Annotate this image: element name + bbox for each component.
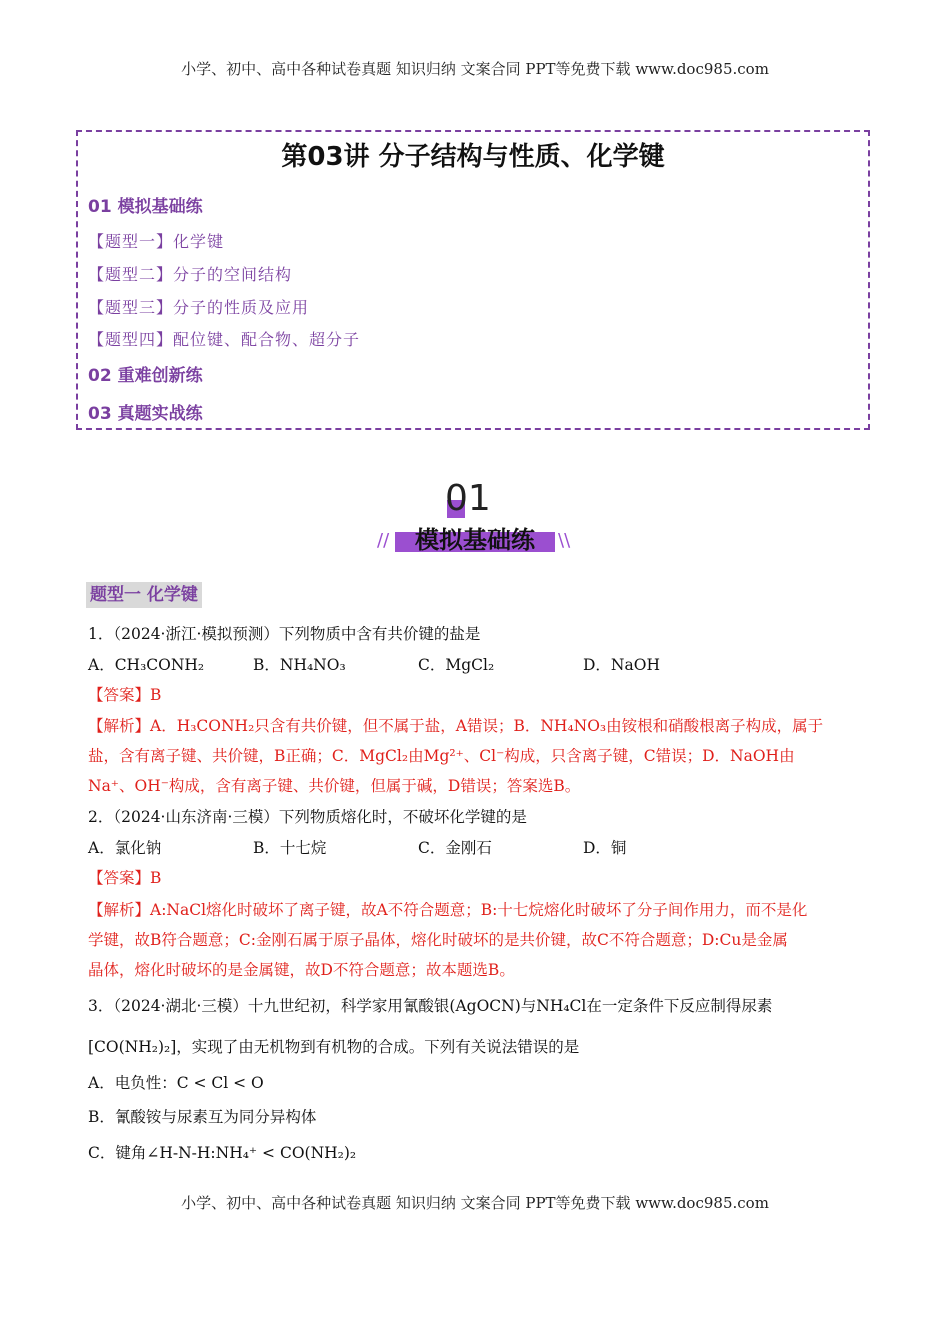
q1-option-c: C．MgCl₂ xyxy=(418,656,495,674)
q1-stem: 1．（2024·浙江·模拟预测）下列物质中含有共价键的盐是 xyxy=(88,625,481,643)
badge-number: 01 xyxy=(445,478,491,519)
lecture-title: 第03讲 分子结构与性质、化学键 xyxy=(281,142,665,172)
q1-explanation-line: Na⁺、OH⁻构成，含有离子键、共价键，但属于碱，D错误；答案选B。 xyxy=(88,777,581,795)
question-type-heading: 题型一 化学键 xyxy=(86,582,202,608)
q1-explanation-line: 【解析】A．H₃CONH₂只含有共价键，但不属于盐，A错误；B．NH₄NO₃由铵根和硝酸根离子构成，属于 xyxy=(88,717,824,735)
toc-item-2[interactable]: 【题型二】分子的空间结构 xyxy=(88,265,293,284)
q2-answer: 【答案】B xyxy=(88,869,162,887)
q2-option-b: B．十七烷 xyxy=(253,839,327,857)
q2-option-a: A．氯化钠 xyxy=(88,839,162,857)
q2-option-c: C．金刚石 xyxy=(418,839,492,857)
q3-stem-line-1: 3．（2024·湖北·三模）十九世纪初，科学家用氰酸银(AgOCN)与NH₄Cl在一定条件下反应制得尿素 xyxy=(88,997,773,1015)
q2-explanation-line: 【解析】A:NaCl熔化时破坏了离子键，故A不符合题意；B:十七烷熔化时破坏了分子间作用力，而不是化 xyxy=(88,901,808,919)
q1-option-a: A．CH₃CONH₂ xyxy=(88,656,205,674)
badge-right-slash-decor: \\ xyxy=(558,530,571,551)
q3-option-c: C．键角∠H-N-H:NH₄⁺ < CO(NH₂)₂ xyxy=(88,1144,357,1162)
q3-option-b: B．氰酸铵与尿素互为同分异构体 xyxy=(88,1108,317,1126)
toc-item-1[interactable]: 【题型一】化学键 xyxy=(88,232,225,251)
q1-answer: 【答案】B xyxy=(88,686,162,704)
toc-section-2[interactable]: 02 重难创新练 xyxy=(88,366,203,386)
q2-explanation-line: 学键，故B符合题意；C:金刚石属于原子晶体，熔化时破坏的是共价键，故C不符合题意；D:Cu是金属 xyxy=(88,931,788,949)
page-footer: 小学、初中、高中各种试卷真题 知识归纳 文案合同 PPT等免费下载 www.doc985.com xyxy=(181,1194,769,1212)
q3-option-a: A．电负性：C < Cl < O xyxy=(88,1074,264,1092)
q2-option-d: D．铜 xyxy=(583,839,627,857)
toc-item-3[interactable]: 【题型三】分子的性质及应用 xyxy=(88,298,310,317)
q2-explanation-line: 晶体，熔化时破坏的是金属键，故D不符合题意；故本题选B。 xyxy=(88,961,515,979)
toc-section-1[interactable]: 01 模拟基础练 xyxy=(88,197,203,217)
q2-stem: 2．（2024·山东济南·三模）下列物质熔化时，不破坏化学键的是 xyxy=(88,808,527,826)
q1-option-b: B．NH₄NO₃ xyxy=(253,656,346,674)
badge-label: 模拟基础练 xyxy=(415,526,535,554)
toc-section-3[interactable]: 03 真题实战练 xyxy=(88,404,203,424)
q1-option-d: D．NaOH xyxy=(583,656,660,674)
page-header: 小学、初中、高中各种试卷真题 知识归纳 文案合同 PPT等免费下载 www.doc985.com xyxy=(181,60,769,78)
section-badge xyxy=(0,478,950,558)
toc-item-4[interactable]: 【题型四】配位键、配合物、超分子 xyxy=(88,330,361,349)
badge-left-slash-decor: // xyxy=(377,530,390,551)
q3-stem-line-2: [CO(NH₂)₂]，实现了由无机物到有机物的合成。下列有关说法错误的是 xyxy=(88,1038,580,1056)
q1-explanation-line: 盐，含有离子键、共价键，B正确；C．MgCl₂由Mg²⁺、Cl⁻构成，只含离子键，C错误；D．NaOH由 xyxy=(88,747,795,765)
